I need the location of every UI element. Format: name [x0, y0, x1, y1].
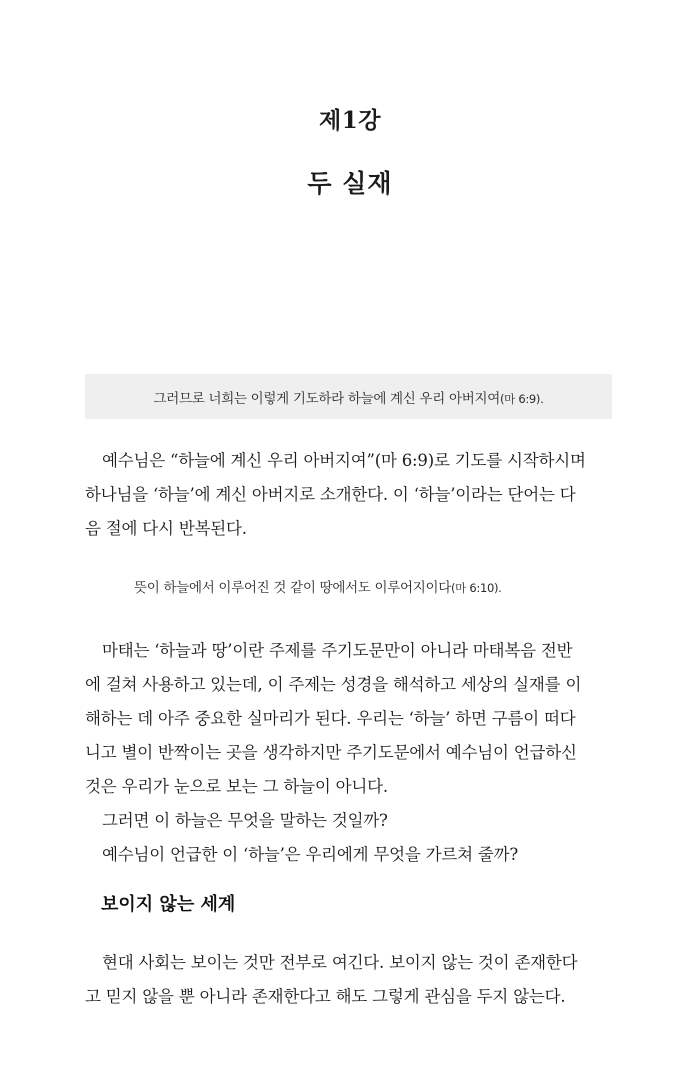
scripture-quote-text: 뜻이 하늘에서 이루어진 것 같이 땅에서도 이루어지이다: [134, 580, 451, 596]
paragraph-2: [85, 634, 612, 872]
epigraph-reference: (마 6:9).: [499, 391, 544, 406]
section-heading: 보이지 않는 세계: [101, 894, 236, 915]
paragraph-3: 그러면 이 하늘은 무엇을 말하는 것일까?: [102, 811, 388, 830]
scripture-quote: [134, 576, 502, 596]
epigraph-box: [85, 374, 612, 419]
paragraph-line: 것은 우리가 눈으로 보는 그 하늘이 아니다.: [85, 777, 388, 796]
chapter-title: 두 실재: [307, 169, 393, 198]
paragraph-line: 고 믿지 않을 뿐 아니라 존재한다고 해도 그렇게 관심을 두지 않는다.: [85, 987, 566, 1006]
paragraph-line: 하나님을 ‘하늘’에 계신 아버지로 소개한다. 이 ‘하늘’이라는 단어는 다: [85, 485, 576, 504]
paragraph-4: 예수님이 언급한 이 ‘하늘’은 우리에게 무엇을 가르쳐 줄까?: [102, 845, 519, 864]
paragraph-line: 마태는 ‘하늘과 땅’이란 주제를 주기도문만이 아니라 마태복음 전반: [102, 641, 573, 660]
epigraph-text: [154, 387, 544, 407]
chapter-number: 제1강: [319, 107, 381, 134]
paragraph-line: 예수님은 “하늘에 계신 우리 아버지여”(마 6:9)로 기도를 시작하시며: [102, 451, 586, 470]
paragraph-5: [85, 946, 612, 1014]
paragraph-line: 해하는 데 아주 중요한 실마리가 된다. 우리는 ‘하늘’ 하면 구름이 떠다: [85, 709, 576, 728]
paragraph-line: 에 걸쳐 사용하고 있는데, 이 주제는 성경을 해석하고 세상의 실재를 이: [85, 675, 582, 694]
paragraph-line: 현대 사회는 보이는 것만 전부로 여긴다. 보이지 않는 것이 존재한다: [102, 953, 578, 972]
paragraph-line: 니고 별이 반짝이는 곳을 생각하지만 주기도문에서 예수님이 언급하신: [85, 743, 577, 762]
epigraph-quote: 그러므로 너희는 이렇게 기도하라 하늘에 계신 우리 아버지여: [153, 390, 500, 407]
paragraph-1: [85, 444, 612, 546]
paragraph-line: 음 절에 다시 반복된다.: [85, 519, 247, 538]
scripture-quote-reference: (마 6:10).: [451, 581, 502, 595]
